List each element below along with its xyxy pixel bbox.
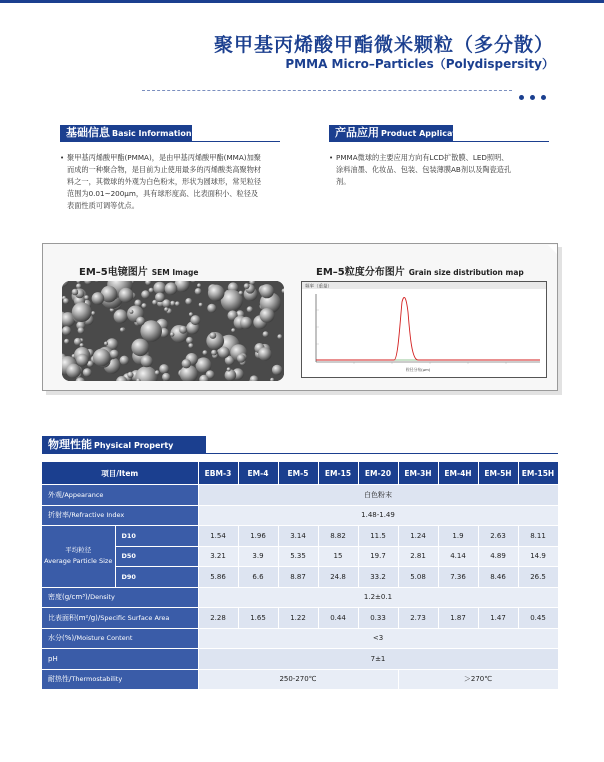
d90-value: 5.08 bbox=[398, 567, 438, 588]
basic-info-underline bbox=[60, 141, 280, 142]
sem-sphere bbox=[155, 293, 165, 303]
d10-value: 3.14 bbox=[278, 526, 318, 547]
physical-underline bbox=[42, 453, 558, 454]
physical-heading-en: Physical Property bbox=[94, 441, 174, 450]
sem-sphere bbox=[170, 301, 175, 306]
d10-value: 2.63 bbox=[478, 526, 518, 547]
sem-sphere bbox=[227, 367, 231, 371]
sem-sphere bbox=[188, 343, 193, 348]
sem-sphere bbox=[263, 331, 269, 337]
sem-sphere bbox=[63, 298, 69, 304]
d50-value: 4.14 bbox=[438, 546, 478, 567]
table-row-appearance bbox=[42, 485, 558, 506]
moisture-value: <3 bbox=[198, 628, 558, 649]
table-row-thermostability bbox=[42, 669, 558, 690]
basic-info-text: 聚甲基丙烯酸甲酯(PMMA)，是由甲基丙烯酸甲酯(MMA)加聚而成的一种聚合物，是目前为止使用最多的丙烯酸类高聚物材料之一，其微球的外观为白色粉末，形状为圆球形，常见粒径范围为0.01~200μm，具有球形度高、比表面积小、粒径及表面性质可调等优点。 bbox=[67, 153, 262, 210]
d50-value: 15 bbox=[318, 546, 358, 567]
d50-value: 5.35 bbox=[278, 546, 318, 567]
header-em4: EM-4 bbox=[238, 462, 278, 485]
sem-sphere bbox=[120, 328, 125, 333]
sem-sphere bbox=[76, 354, 88, 366]
d50-value: 14.9 bbox=[518, 546, 558, 567]
refractive-value: 1.48-1.49 bbox=[198, 505, 558, 526]
application-heading-en: Product Application bbox=[381, 129, 471, 138]
d10-value: 1.54 bbox=[198, 526, 238, 547]
sem-sphere bbox=[210, 332, 217, 339]
sem-sphere bbox=[141, 355, 153, 367]
physical-property-table bbox=[42, 462, 559, 690]
sem-sphere bbox=[272, 365, 282, 375]
surface-area-value: 0.33 bbox=[358, 608, 398, 629]
sem-sphere bbox=[80, 343, 84, 347]
sem-sphere bbox=[225, 369, 237, 381]
density-label: 密度(g/cm³)/Density bbox=[42, 587, 198, 608]
grain-size-chart bbox=[301, 281, 547, 378]
sem-sphere bbox=[159, 364, 169, 374]
sem-sphere bbox=[186, 337, 193, 344]
d90-value: 6.6 bbox=[238, 567, 278, 588]
sem-sphere bbox=[260, 308, 275, 323]
application-text: PMMA微球的主要应用方向有LCD扩散膜、LED照明、涂料油墨、化妆品、包装、包装薄膜AB剂以及陶瓷造孔剂。 bbox=[336, 153, 512, 186]
sem-sphere bbox=[203, 350, 208, 355]
sem-sphere bbox=[208, 285, 225, 302]
surface-area-value: 0.44 bbox=[318, 608, 358, 629]
page-subtitle: PMMA Micro–Particles（Polydispersity） bbox=[285, 57, 554, 71]
sem-sphere bbox=[64, 339, 69, 344]
thermo-label: 耐热性/Thermostability bbox=[42, 669, 198, 690]
appearance-value: 白色粉末 bbox=[198, 485, 558, 506]
d10-value: 1.24 bbox=[398, 526, 438, 547]
sem-sphere bbox=[247, 306, 253, 312]
table-row-d10 bbox=[42, 526, 558, 547]
thermo-value-high: ＞270℃ bbox=[398, 669, 558, 690]
refractive-label: 折射率/Refractive Index bbox=[42, 505, 198, 526]
sem-sphere bbox=[141, 290, 150, 299]
d10-value: 1.9 bbox=[438, 526, 478, 547]
sem-sphere bbox=[142, 303, 147, 308]
surface-area-value: 1.87 bbox=[438, 608, 478, 629]
d10-label: D10 bbox=[115, 526, 198, 547]
sem-sphere bbox=[119, 288, 134, 303]
d50-value: 3.9 bbox=[238, 546, 278, 567]
sem-image-label bbox=[79, 263, 198, 278]
application-text-block bbox=[329, 152, 514, 188]
sem-sphere bbox=[190, 315, 200, 325]
sem-sphere bbox=[153, 282, 166, 295]
table-row-d90 bbox=[42, 567, 558, 588]
d10-value: 11.5 bbox=[358, 526, 398, 547]
surface-area-value: 2.28 bbox=[198, 608, 238, 629]
sem-sphere bbox=[127, 372, 133, 378]
header-em4h: EM-4H bbox=[438, 462, 478, 485]
sem-sphere bbox=[83, 368, 92, 377]
sem-sphere bbox=[93, 349, 111, 367]
table-row-density bbox=[42, 587, 558, 608]
sem-sphere bbox=[239, 291, 243, 295]
sem-sphere bbox=[149, 288, 154, 293]
ph-value: 7±1 bbox=[198, 649, 558, 670]
sem-sphere bbox=[237, 354, 246, 363]
image-panel-corner-fold bbox=[548, 245, 557, 254]
sem-sphere bbox=[136, 317, 145, 326]
sem-sphere bbox=[185, 298, 192, 305]
d90-value: 26.5 bbox=[518, 567, 558, 588]
surface-area-value: 2.73 bbox=[398, 608, 438, 629]
header-em5: EM-5 bbox=[278, 462, 318, 485]
basic-info-heading-en: Basic Information bbox=[112, 129, 192, 138]
d10-value: 8.82 bbox=[318, 526, 358, 547]
sem-sphere bbox=[131, 339, 149, 357]
table-row-d50 bbox=[42, 546, 558, 567]
basic-info-text-block bbox=[60, 152, 263, 212]
sem-sphere bbox=[84, 295, 89, 300]
d90-value: 8.87 bbox=[278, 567, 318, 588]
sem-sphere bbox=[207, 304, 216, 313]
d50-value: 2.81 bbox=[398, 546, 438, 567]
physical-heading-cn: 物理性能 bbox=[48, 438, 92, 451]
header-em5h: EM-5H bbox=[478, 462, 518, 485]
sem-sphere bbox=[76, 283, 81, 288]
sem-sphere bbox=[162, 373, 170, 381]
sem-sphere bbox=[165, 282, 178, 295]
sem-sphere bbox=[110, 350, 119, 359]
surface-area-label: 比表面积(m²/g)/Specific Surface Area bbox=[42, 608, 198, 629]
sem-sphere bbox=[91, 311, 95, 315]
sem-sphere bbox=[211, 350, 217, 356]
d90-value: 24.8 bbox=[318, 567, 358, 588]
d10-value: 1.96 bbox=[238, 526, 278, 547]
sem-spheres-illustration bbox=[62, 281, 284, 381]
sem-sphere bbox=[72, 289, 79, 296]
sem-sphere bbox=[120, 356, 129, 365]
bullet-icon: • bbox=[60, 154, 65, 162]
d90-value: 7.36 bbox=[438, 567, 478, 588]
sem-sphere bbox=[244, 283, 250, 289]
sem-sphere bbox=[231, 328, 235, 332]
table-row-refractive bbox=[42, 505, 558, 526]
surface-area-value: 1.47 bbox=[478, 608, 518, 629]
sem-sphere bbox=[182, 359, 191, 368]
header-ebm3: EBM-3 bbox=[198, 462, 238, 485]
surface-area-value: 0.45 bbox=[518, 608, 558, 629]
sem-sphere bbox=[195, 288, 202, 295]
grain-chart-xlabel: 粒径分布(μm) bbox=[406, 367, 431, 372]
header-item: 项目/Item bbox=[42, 462, 198, 485]
d90-value: 33.2 bbox=[358, 567, 398, 588]
table-row-surface-area bbox=[42, 608, 558, 629]
sem-sphere bbox=[240, 317, 252, 329]
surface-area-value: 1.65 bbox=[238, 608, 278, 629]
top-rule bbox=[0, 0, 604, 3]
d50-label: D50 bbox=[115, 546, 198, 567]
bullet-icon: • bbox=[329, 154, 334, 162]
appearance-label: 外观/Appearance bbox=[42, 485, 198, 506]
table-row-ph bbox=[42, 649, 558, 670]
sem-image-label-cn: EM–5电镜图片 bbox=[79, 267, 148, 278]
sem-sphere bbox=[129, 310, 133, 314]
header-em20: EM-20 bbox=[358, 462, 398, 485]
application-heading bbox=[329, 125, 471, 141]
header-em15: EM-15 bbox=[318, 462, 358, 485]
surface-area-value: 1.22 bbox=[278, 608, 318, 629]
grain-image-label bbox=[316, 263, 524, 278]
d50-value: 4.89 bbox=[478, 546, 518, 567]
sem-sphere bbox=[199, 303, 203, 307]
sem-micrograph-image bbox=[62, 281, 284, 381]
table-row-moisture bbox=[42, 628, 558, 649]
particle-size-label: 平均粒径 Average Particle Size bbox=[42, 526, 115, 588]
sem-sphere bbox=[104, 342, 108, 346]
d90-value: 8.46 bbox=[478, 567, 518, 588]
sem-sphere bbox=[92, 292, 105, 305]
d10-value: 8.11 bbox=[518, 526, 558, 547]
sem-sphere bbox=[164, 307, 168, 311]
header-em15h: EM-15H bbox=[518, 462, 558, 485]
grain-image-label-cn: EM–5粒度分布图片 bbox=[316, 267, 405, 278]
sem-sphere bbox=[155, 370, 160, 375]
header-divider bbox=[142, 90, 512, 91]
d90-value: 5.86 bbox=[198, 567, 238, 588]
sem-sphere bbox=[78, 327, 85, 334]
sem-sphere bbox=[260, 284, 274, 298]
sem-sphere bbox=[189, 312, 193, 316]
sem-sphere bbox=[72, 302, 92, 322]
basic-info-heading bbox=[60, 125, 192, 141]
physical-heading bbox=[42, 436, 206, 453]
sem-sphere bbox=[277, 334, 282, 339]
sem-sphere bbox=[258, 347, 272, 361]
grain-image-label-en: Grain size distribution map bbox=[408, 268, 524, 277]
header-em3h: EM-3H bbox=[398, 462, 438, 485]
grain-chart-caption: 频率（重量） bbox=[305, 284, 332, 290]
density-value: 1.2±0.1 bbox=[198, 587, 558, 608]
page-title: 聚甲基丙烯酸甲酯微米颗粒（多分散） bbox=[213, 34, 554, 56]
d50-value: 3.21 bbox=[198, 546, 238, 567]
basic-info-heading-cn: 基础信息 bbox=[66, 126, 110, 139]
sem-sphere bbox=[175, 301, 180, 306]
d50-value: 19.7 bbox=[358, 546, 398, 567]
sem-image-label-en: SEM Image bbox=[151, 268, 199, 277]
thermo-value-standard: 250-270℃ bbox=[198, 669, 398, 690]
sem-sphere bbox=[66, 364, 81, 379]
grain-size-chart-svg bbox=[302, 282, 546, 377]
ph-label: pH bbox=[42, 649, 198, 670]
table-header-row bbox=[42, 462, 558, 485]
sem-sphere bbox=[170, 332, 174, 336]
d90-label: D90 bbox=[115, 567, 198, 588]
moisture-label: 水分(%)/Moisture Content bbox=[42, 628, 198, 649]
sem-sphere bbox=[179, 326, 187, 334]
application-underline bbox=[329, 141, 549, 142]
application-heading-cn: 产品应用 bbox=[335, 126, 379, 139]
sem-sphere bbox=[218, 347, 230, 359]
sem-sphere bbox=[197, 283, 201, 287]
sem-sphere bbox=[114, 309, 128, 323]
header-dots-decoration bbox=[519, 85, 559, 95]
sem-sphere bbox=[62, 326, 71, 335]
